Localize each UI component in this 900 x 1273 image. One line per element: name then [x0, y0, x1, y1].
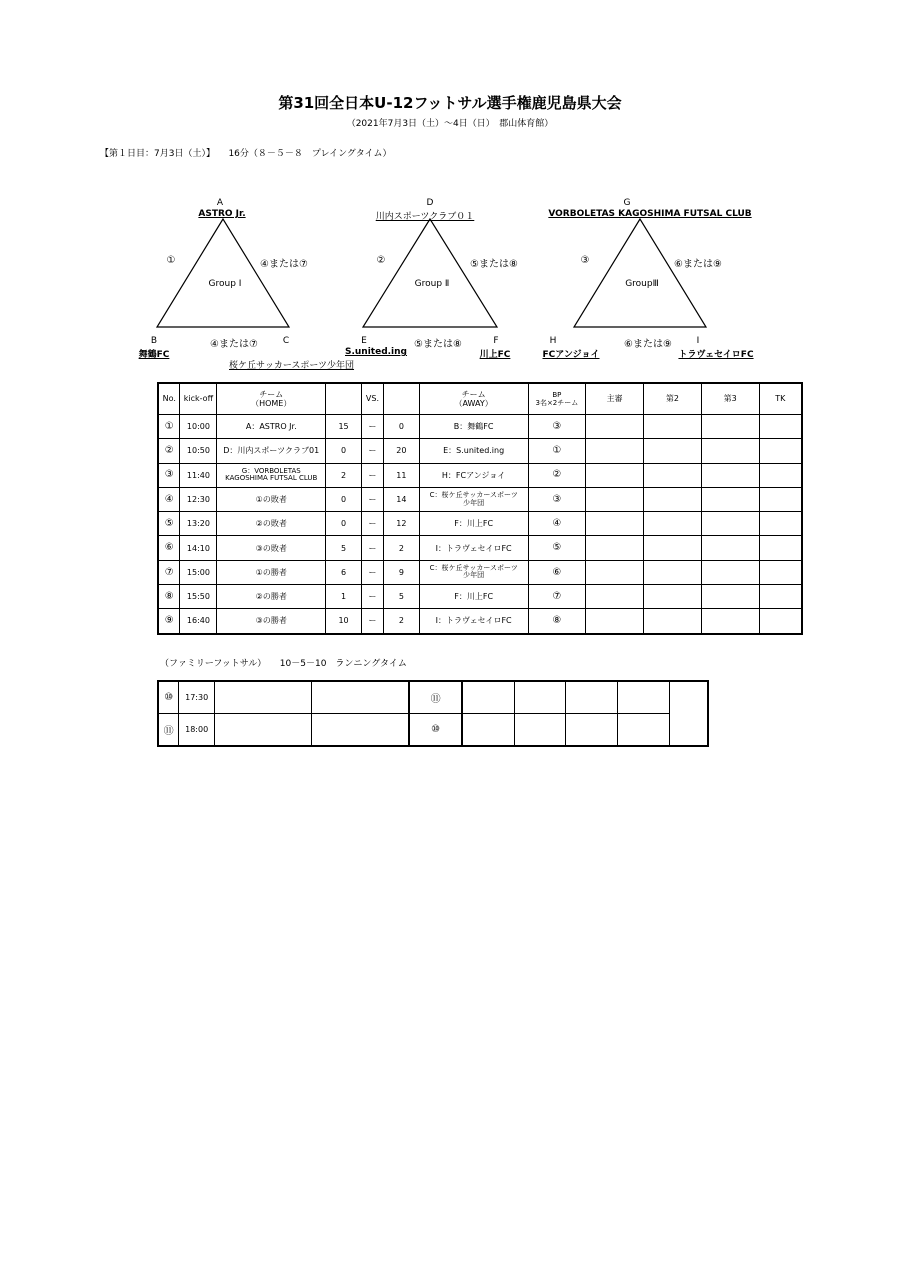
home-team: D：川内スポーツクラブ01 [217, 439, 326, 463]
ref3-cell [701, 487, 759, 511]
family-away [312, 714, 409, 747]
ref1-cell [586, 560, 644, 584]
kickoff-time: 14:10 [180, 536, 217, 560]
day-info: 【第１日目：7月3日（土）】 16分（８－５－８ プレイングタイム） [100, 149, 392, 159]
vs-dash: ー [361, 463, 383, 487]
away-team: H：FCアンジョイ [419, 463, 528, 487]
family-bp: ⑩ [409, 714, 462, 747]
group-2-side-bottom: ⑤または⑧ [414, 339, 462, 350]
group-2-top-letter: D [426, 198, 434, 208]
group-3-left-letter: H [549, 336, 557, 346]
group-1-top-letter: A [216, 198, 224, 208]
away-team: C：桜ケ丘サッカースポーツ 少年団 [419, 560, 528, 584]
group-2-left-team: S.united.ing [344, 347, 408, 357]
vs-dash: ー [361, 512, 383, 536]
home-score: 5 [326, 536, 362, 560]
group-triangles [0, 0, 900, 380]
home-team: G：VORBOLETAS KAGOSHIMA FUTSAL CLUB [217, 463, 326, 487]
group-3-right-letter: I [696, 336, 700, 346]
ref2-cell [644, 415, 702, 439]
ref2-cell [644, 609, 702, 634]
tk-cell [759, 585, 802, 609]
home-score: 6 [326, 560, 362, 584]
away-team: I：トラヴェセイロFC [419, 609, 528, 634]
ref1-cell [586, 487, 644, 511]
bp-match: ⑥ [528, 560, 586, 584]
tk-cell [759, 536, 802, 560]
ref2-cell [644, 585, 702, 609]
vs-dash: ー [361, 609, 383, 634]
family-match-no: ⑪ [158, 714, 179, 747]
ref1-cell [586, 439, 644, 463]
group-1-side-bottom: ④または⑦ [210, 339, 258, 350]
ref2-cell [644, 439, 702, 463]
bp-match: ⑦ [528, 585, 586, 609]
bp-match: ⑤ [528, 536, 586, 560]
group-3-side-bottom: ⑥または⑨ [624, 339, 672, 350]
group-1-left-team: 舞鶴FC [138, 350, 170, 360]
group-1-right-letter: C [282, 336, 290, 346]
header-home-score [326, 383, 362, 415]
vs-dash: ー [361, 439, 383, 463]
tk-cell [759, 439, 802, 463]
bp-match: ④ [528, 512, 586, 536]
family-bp: ⑪ [409, 681, 462, 714]
schedule-row [158, 512, 802, 536]
home-score: 10 [326, 609, 362, 634]
match-no: ③ [158, 463, 180, 487]
header-kickoff: kick-off [180, 383, 217, 415]
ref1-cell [586, 512, 644, 536]
schedule-header-row [158, 383, 802, 415]
header-vs: VS. [361, 383, 383, 415]
match-no: ⑧ [158, 585, 180, 609]
ref2-cell [644, 560, 702, 584]
ref2-cell [644, 487, 702, 511]
tk-cell [759, 415, 802, 439]
group-2-triangle [363, 219, 497, 327]
family-ref1 [462, 714, 514, 747]
group-3-side-right: ⑥または⑨ [674, 259, 722, 270]
match-no: ⑦ [158, 560, 180, 584]
bp-match: ③ [528, 487, 586, 511]
family-row [158, 681, 708, 714]
kickoff-time: 11:40 [180, 463, 217, 487]
home-score: 0 [326, 487, 362, 511]
header-ref2: 第2 [644, 383, 702, 415]
home-team: ②の敗者 [217, 512, 326, 536]
group-1-side-left: ① [166, 255, 176, 266]
ref1-cell [586, 609, 644, 634]
ref2-cell [644, 536, 702, 560]
ref3-cell [701, 560, 759, 584]
header-home: チーム （HOME） [217, 383, 326, 415]
match-no: ⑨ [158, 609, 180, 634]
tk-cell [759, 560, 802, 584]
ref2-cell [644, 463, 702, 487]
family-tk [618, 714, 670, 747]
vs-dash: ー [361, 536, 383, 560]
match-no: ② [158, 439, 180, 463]
kickoff-time: 15:00 [180, 560, 217, 584]
away-score: 20 [383, 439, 419, 463]
group-3-top-letter: G [623, 198, 631, 208]
kickoff-time: 15:50 [180, 585, 217, 609]
home-team: ①の勝者 [217, 560, 326, 584]
ref3-cell [701, 609, 759, 634]
home-score: 2 [326, 463, 362, 487]
header-no: No. [158, 383, 180, 415]
group-2-left-letter: E [361, 336, 367, 346]
match-no: ⑥ [158, 536, 180, 560]
family-time: 17:30 [179, 681, 215, 714]
ref3-cell [701, 536, 759, 560]
away-score: 2 [383, 536, 419, 560]
header-tk: TK [759, 383, 802, 415]
group-2-right-letter: F [493, 336, 499, 346]
family-match-no: ⑩ [158, 681, 179, 714]
ref1-cell [586, 536, 644, 560]
home-score: 15 [326, 415, 362, 439]
kickoff-time: 10:50 [180, 439, 217, 463]
bp-match: ⑧ [528, 609, 586, 634]
family-ref1 [462, 681, 514, 714]
vs-dash: ー [361, 585, 383, 609]
group-1-left-letter: B [150, 336, 158, 346]
header-away-score [383, 383, 419, 415]
family-row [158, 714, 708, 747]
schedule-row [158, 585, 802, 609]
kickoff-time: 16:40 [180, 609, 217, 634]
schedule-row [158, 463, 802, 487]
kickoff-time: 13:20 [180, 512, 217, 536]
home-score: 0 [326, 439, 362, 463]
home-team: ③の勝者 [217, 609, 326, 634]
ref3-cell [701, 415, 759, 439]
match-no: ⑤ [158, 512, 180, 536]
group-2-label: Group Ⅱ [414, 279, 450, 289]
match-no: ④ [158, 487, 180, 511]
family-home [214, 714, 311, 747]
tk-cell [759, 609, 802, 634]
schedule-row [158, 560, 802, 584]
home-score: 1 [326, 585, 362, 609]
group-2-right-team: 川上FC [479, 350, 511, 360]
ref1-cell [586, 463, 644, 487]
group-2-side-right: ⑤または⑧ [470, 259, 518, 270]
group-3-top-team: VORBOLETAS KAGOSHIMA FUTSAL CLUB [548, 209, 752, 219]
group-1-right-team: 桜ケ丘サッカースポーツ少年団 [229, 361, 355, 371]
group-3-left-team: FCアンジョイ [542, 350, 600, 360]
family-ref2 [514, 681, 566, 714]
family-time: 18:00 [179, 714, 215, 747]
family-label: （ファミリーフットサル） 10－5－10 ランニングタイム [160, 659, 407, 669]
header-bp-line1: BP [552, 390, 562, 399]
ref2-cell [644, 512, 702, 536]
family-tk [618, 681, 670, 714]
home-team: ①の敗者 [217, 487, 326, 511]
header-bp-line2: 3名×2チーム [535, 399, 579, 407]
kickoff-time: 10:00 [180, 415, 217, 439]
home-team: ③の敗者 [217, 536, 326, 560]
schedule-table [157, 382, 803, 635]
header-bp [528, 383, 586, 415]
group-3-side-left: ③ [580, 255, 590, 266]
match-no: ① [158, 415, 180, 439]
schedule-row [158, 536, 802, 560]
home-team: A：ASTRO Jr. [217, 415, 326, 439]
header-ref3: 第3 [701, 383, 759, 415]
away-team: F：川上FC [419, 585, 528, 609]
bp-match: ② [528, 463, 586, 487]
group-3-right-team: トラヴェセイロFC [678, 350, 754, 360]
group-1-label: Group Ⅰ [208, 279, 242, 289]
tk-cell [759, 512, 802, 536]
schedule-row [158, 415, 802, 439]
tk-cell [759, 463, 802, 487]
away-score: 9 [383, 560, 419, 584]
group-1-top-team: ASTRO Jr. [198, 209, 246, 219]
away-team: B：舞鶴FC [419, 415, 528, 439]
ref3-cell [701, 512, 759, 536]
away-team: I：トラヴェセイロFC [419, 536, 528, 560]
away-score: 14 [383, 487, 419, 511]
kickoff-time: 12:30 [180, 487, 217, 511]
schedule-row [158, 439, 802, 463]
vs-dash: ー [361, 560, 383, 584]
page-subtitle: （2021年7月3日（土）～4日（日） 郡山体育館） [346, 119, 554, 129]
away-team: F：川上FC [419, 512, 528, 536]
schedule-row [158, 487, 802, 511]
home-team: ②の勝者 [217, 585, 326, 609]
ref1-cell [586, 415, 644, 439]
family-ref3 [566, 714, 618, 747]
header-away: チーム （AWAY） [419, 383, 528, 415]
family-away [312, 681, 409, 714]
vs-dash: ー [361, 487, 383, 511]
group-2-top-team: 川内スポーツクラブ０１ [375, 212, 475, 222]
family-ref3 [566, 681, 618, 714]
bp-match: ① [528, 439, 586, 463]
tk-cell [759, 487, 802, 511]
bp-match: ③ [528, 415, 586, 439]
group-3-label: GroupⅢ [625, 279, 659, 289]
family-ref2 [514, 714, 566, 747]
away-score: 2 [383, 609, 419, 634]
ref3-cell [701, 463, 759, 487]
header-ref1: 主審 [586, 383, 644, 415]
ref1-cell [586, 585, 644, 609]
family-home [214, 681, 311, 714]
group-1-triangle [157, 219, 289, 327]
away-score: 12 [383, 512, 419, 536]
schedule-row [158, 609, 802, 634]
away-score: 0 [383, 415, 419, 439]
away-team: C：桜ケ丘サッカースポーツ 少年団 [419, 487, 528, 511]
group-1-side-right: ④または⑦ [260, 259, 308, 270]
ref3-cell [701, 439, 759, 463]
ref3-cell [701, 585, 759, 609]
away-score: 11 [383, 463, 419, 487]
home-score: 0 [326, 512, 362, 536]
family-table [157, 680, 709, 747]
group-2-side-left: ② [376, 255, 386, 266]
group-3-triangle [574, 219, 706, 327]
away-score: 5 [383, 585, 419, 609]
page-title: 第31回全日本U-12フットサル選手権鹿児島県大会 [278, 94, 622, 112]
vs-dash: ー [361, 415, 383, 439]
away-team: E：S.united.ing [419, 439, 528, 463]
